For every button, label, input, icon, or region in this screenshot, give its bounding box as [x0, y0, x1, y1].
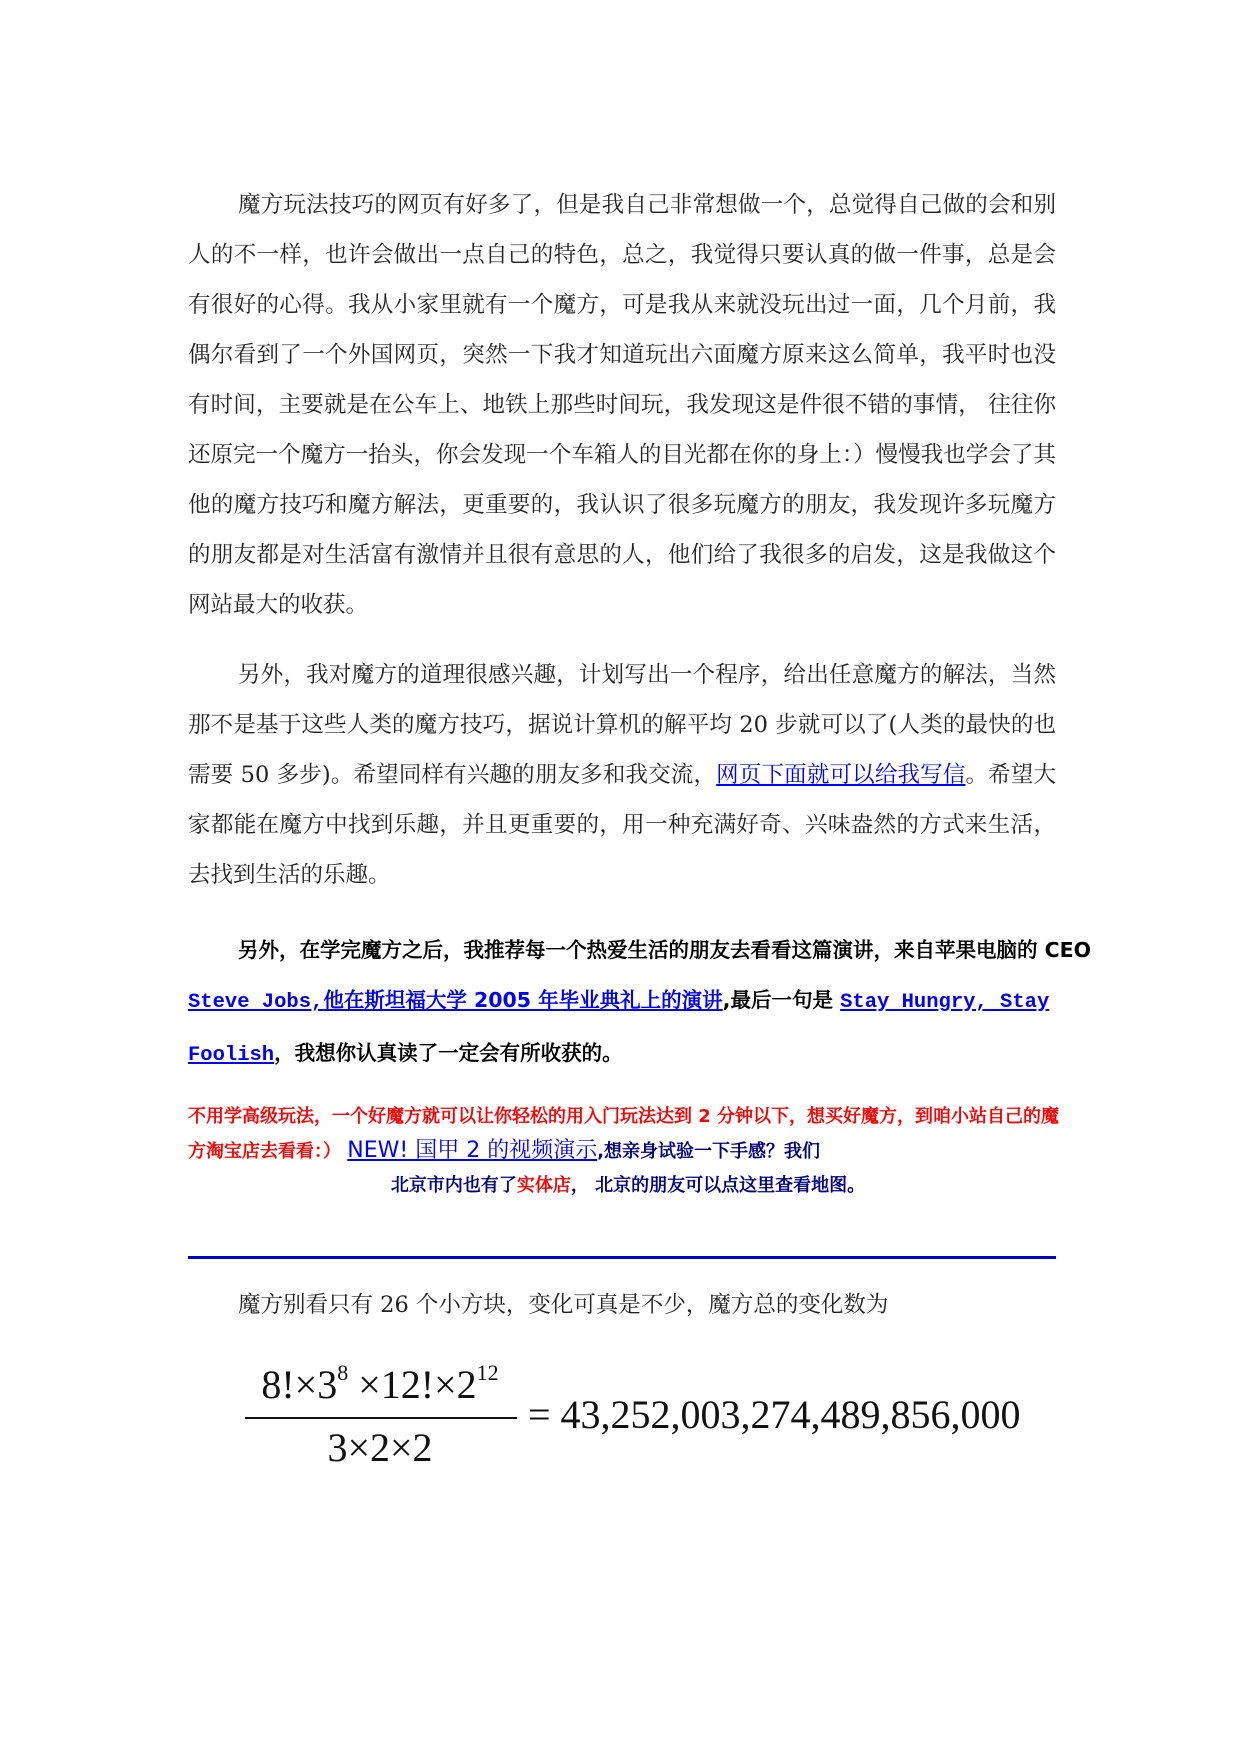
promo-map-text: ， 北京的朋友可以点这里查看地图。	[570, 1175, 866, 1196]
variations-paragraph	[188, 1285, 1056, 1325]
program-text-end: 。希望大家都能在魔方中找到乐趣，并且更重要的，用一种充满好奇、兴味盎然的方式来生活，去找到生活的乐趣。	[188, 762, 1056, 888]
fraction-bar	[245, 1417, 517, 1419]
promo-taobao-text: 不用学高级玩法，一个好魔方就可以让你轻松的用入门玩法达到 2 分钟以下，想买好魔方，到咱小站自己的魔方淘宝店去看看：）	[188, 1106, 1060, 1162]
intro-text: 魔方玩法技巧的网页有好多了，但是我自己非常想做一个，总觉得自己做的会和别人的不一样，也许会做出一点自己的特色，总之，我觉得只要认真的做一件事，总是会有很好的心得。我从小家里就有一个魔方，可是我从来就没玩出过一面，几个月前，我偶尔看到了一个外国网页，突然一下我才知道玩出六面魔方原来这么简单，我平时也没有时间，主要就是在公车上、地铁上那些时间玩，我发现这是件很不错的事情， 往往你还原完一个魔方一抬头，你会发现一个车箱人的目光都在你的身上：）慢慢我也学会了其他的魔方技巧和魔方解法，更重要的，我认识了很多玩魔方的朋友，我发现许多玩魔方的朋友都是对生活富有激情并且很有意思的人，他们给了我很多的启发，这是我做这个网站最大的收获。	[188, 192, 1056, 618]
intro-paragraph	[188, 180, 1056, 630]
cube-permutation-formula	[245, 1360, 1095, 1480]
program-text: 另外，我对魔方的道理很感兴趣，计划写出一个程序，给出任意魔方的解法，当然那不是基于这些人类的魔方技巧，据说计算机的解平均 20 步就可以了(人类的最快的也需要 50 多步)。希望同样有兴趣的朋友多和我交流，	[188, 662, 1056, 788]
stanford-speech-link[interactable]: 他在斯坦福大学 2005 年毕业典礼上的演讲	[323, 988, 723, 1012]
formula-numerator: $8!\times 3^8 \times 12!\times 2^{12}$	[261, 1360, 499, 1407]
steve-jobs-link[interactable]: Steve Jobs,	[188, 991, 324, 1014]
promo-trial-text: ,想亲身试验一下手感？我们	[597, 1141, 821, 1162]
promo-store-line	[188, 1169, 1068, 1203]
speech-recommendation-paragraph	[188, 925, 1093, 1081]
formula-denominator: 3×2×2	[327, 1425, 433, 1470]
speech-text-end: ，我想你认真读了一定会有所收获的。	[274, 1041, 623, 1065]
promo-beijing-text: 北京市内也有了	[390, 1175, 517, 1196]
physical-store-text: 实体店	[516, 1175, 571, 1196]
speech-text: 另外，在学完魔方之后，我推荐每一个热爱生活的朋友去看看这篇演讲，来自苹果电脑的 CEO	[238, 938, 1092, 962]
program-paragraph	[188, 650, 1056, 900]
promo-block	[188, 1100, 1068, 1203]
stay-hungry-link[interactable]: Stay Hungry, Stay Foolish	[188, 991, 1050, 1067]
speech-text-middle: ,最后一句是	[722, 988, 841, 1012]
video-demo-link[interactable]: NEW! 国甲 2 的视频演示	[347, 1138, 598, 1163]
variations-text: 魔方别看只有 26 个小方块，变化可真是不少，魔方总的变化数为	[238, 1292, 889, 1318]
formula-result: = 43,252,003,274,489,856,000	[528, 1392, 1021, 1437]
horizontal-divider	[188, 1256, 1056, 1259]
write-letter-link[interactable]: 网页下面就可以给我写信	[716, 762, 966, 788]
